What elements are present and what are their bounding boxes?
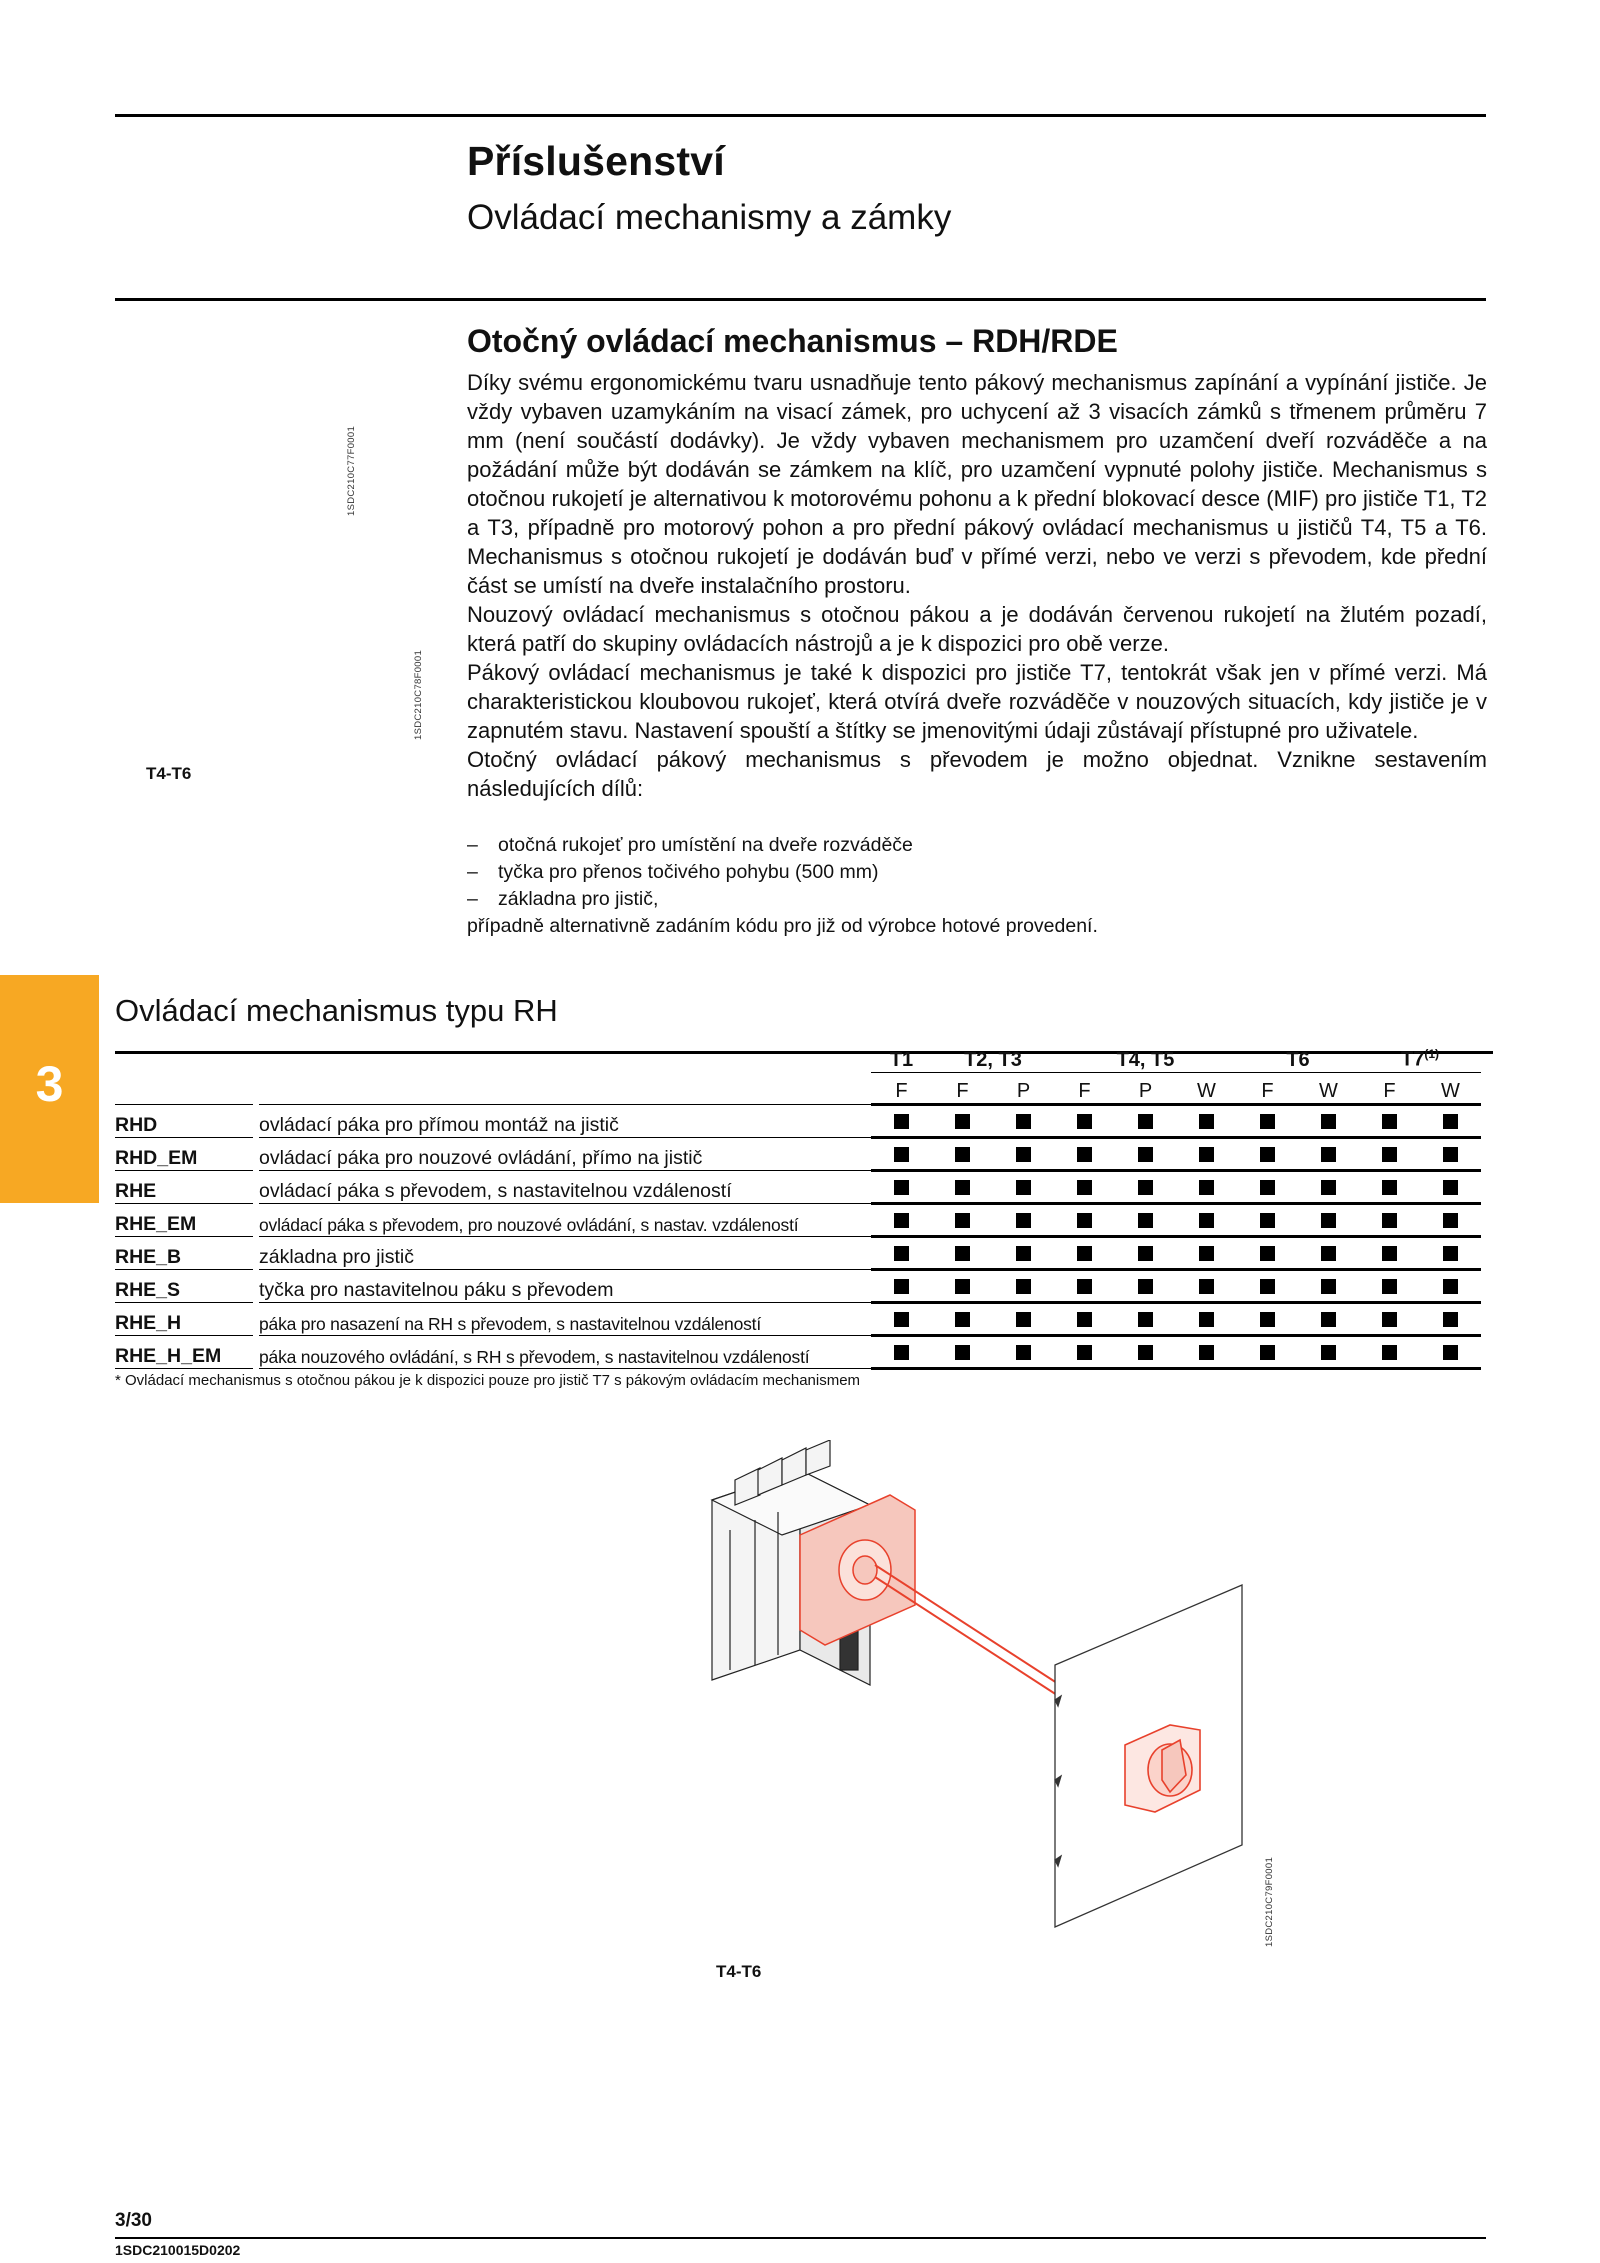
available-square-icon — [1443, 1147, 1458, 1162]
version-header: W — [1420, 1073, 1481, 1105]
availability-cell — [932, 1105, 993, 1138]
version-header: F — [1054, 1073, 1115, 1105]
availability-cell — [1115, 1171, 1176, 1204]
available-square-icon — [1199, 1114, 1214, 1129]
row-description: páka nouzového ovládání, s RH s převodem, s nastavitelnou vzdáleností — [259, 1336, 871, 1369]
available-square-icon — [1382, 1246, 1397, 1261]
section-body — [467, 368, 1487, 803]
available-square-icon — [1199, 1279, 1214, 1294]
available-square-icon — [1321, 1180, 1336, 1195]
row-description: ovládací páka s převodem, pro nouzové ovládání, s nastav. vzdáleností — [259, 1204, 871, 1237]
available-square-icon — [1016, 1114, 1031, 1129]
list-closing: případně alternativně zadáním kódu pro již od výrobce hotové provedení. — [467, 915, 1098, 937]
availability-cell — [1237, 1204, 1298, 1237]
available-square-icon — [1199, 1180, 1214, 1195]
availability-cell — [1298, 1105, 1359, 1138]
row-code: RHE_B — [115, 1237, 253, 1270]
available-square-icon — [1443, 1213, 1458, 1228]
table-row — [115, 1237, 1481, 1270]
table-title: Ovládací mechanismus typu RH — [115, 993, 558, 1028]
available-square-icon — [1199, 1345, 1214, 1360]
table-row — [115, 1105, 1481, 1138]
availability-cell — [1359, 1171, 1420, 1204]
row-description: ovládací páka pro přímou montáž na jistič — [259, 1105, 871, 1138]
availability-cell — [1237, 1138, 1298, 1171]
row-code: RHE_EM — [115, 1204, 253, 1237]
available-square-icon — [1138, 1345, 1153, 1360]
availability-cell — [1420, 1138, 1481, 1171]
availability-cell — [1176, 1105, 1237, 1138]
row-description: základna pro jistič — [259, 1237, 871, 1270]
rh-table — [115, 1042, 1481, 1370]
availability-cell — [932, 1138, 993, 1171]
available-square-icon — [1016, 1312, 1031, 1327]
figure-bottom-label: T4-T6 — [716, 1962, 762, 1981]
available-square-icon — [1016, 1279, 1031, 1294]
available-square-icon — [1260, 1147, 1275, 1162]
row-description: tyčka pro nastavitelnou páku s převodem — [259, 1270, 871, 1303]
availability-cell — [1176, 1336, 1237, 1369]
availability-cell — [871, 1105, 932, 1138]
availability-cell — [1115, 1204, 1176, 1237]
availability-cell — [1054, 1105, 1115, 1138]
chapter-number: 3 — [35, 1056, 64, 1112]
availability-cell — [1359, 1204, 1420, 1237]
availability-cell — [993, 1204, 1054, 1237]
availability-cell — [932, 1303, 993, 1336]
list-item: – základna pro jistič, — [467, 888, 659, 910]
availability-cell — [1115, 1336, 1176, 1369]
row-code: RHE_H — [115, 1303, 253, 1336]
version-header: F — [1359, 1073, 1420, 1105]
row-code: RHD_EM — [115, 1138, 253, 1171]
table-header-versions — [115, 1073, 1481, 1105]
availability-cell — [1176, 1270, 1237, 1303]
availability-cell — [1359, 1138, 1420, 1171]
table-footnote: * Ovládací mechanismus s otočnou pákou je k dispozici pouze pro jistič T7 s pákovým ovládacím mechanismem — [115, 1372, 861, 1389]
available-square-icon — [955, 1213, 970, 1228]
availability-cell — [1054, 1138, 1115, 1171]
available-square-icon — [1321, 1213, 1336, 1228]
group-header: T1 — [871, 1042, 932, 1073]
available-square-icon — [1443, 1279, 1458, 1294]
rotary-handle-illustration — [700, 1440, 1290, 1980]
available-square-icon — [1199, 1213, 1214, 1228]
availability-cell — [1054, 1336, 1115, 1369]
available-square-icon — [894, 1345, 909, 1360]
availability-cell — [1237, 1105, 1298, 1138]
availability-cell — [1420, 1204, 1481, 1237]
available-square-icon — [1016, 1147, 1031, 1162]
available-square-icon — [955, 1246, 970, 1261]
available-square-icon — [1260, 1279, 1275, 1294]
available-square-icon — [1016, 1345, 1031, 1360]
available-square-icon — [955, 1180, 970, 1195]
version-header: W — [1298, 1073, 1359, 1105]
availability-cell — [1176, 1237, 1237, 1270]
availability-cell — [1237, 1336, 1298, 1369]
row-description: ovládací páka s převodem, s nastavitelnou vzdáleností — [259, 1171, 871, 1204]
availability-cell — [993, 1270, 1054, 1303]
available-square-icon — [1016, 1213, 1031, 1228]
available-square-icon — [1138, 1147, 1153, 1162]
availability-cell — [1298, 1204, 1359, 1237]
availability-cell — [932, 1270, 993, 1303]
availability-cell — [1237, 1303, 1298, 1336]
available-square-icon — [1382, 1213, 1397, 1228]
availability-cell — [1298, 1138, 1359, 1171]
availability-cell — [993, 1303, 1054, 1336]
available-square-icon — [1382, 1279, 1397, 1294]
availability-cell — [1359, 1270, 1420, 1303]
availability-cell — [1359, 1237, 1420, 1270]
table-row — [115, 1171, 1481, 1204]
available-square-icon — [955, 1312, 970, 1327]
header-rule-bottom — [115, 298, 1486, 301]
availability-cell — [1420, 1171, 1481, 1204]
table-header-groups — [115, 1042, 1481, 1073]
version-header: F — [932, 1073, 993, 1105]
availability-cell — [1237, 1270, 1298, 1303]
available-square-icon — [1260, 1213, 1275, 1228]
available-square-icon — [1199, 1147, 1214, 1162]
list-item: – tyčka pro přenos točivého pohybu (500 mm) — [467, 861, 879, 883]
availability-cell — [932, 1204, 993, 1237]
parts-list — [467, 832, 1487, 940]
available-square-icon — [1016, 1246, 1031, 1261]
availability-cell — [1420, 1270, 1481, 1303]
availability-cell — [932, 1171, 993, 1204]
row-code: RHE_S — [115, 1270, 253, 1303]
availability-cell — [1298, 1303, 1359, 1336]
availability-cell — [1115, 1270, 1176, 1303]
available-square-icon — [1382, 1180, 1397, 1195]
group-header: T4, T5 — [1054, 1042, 1237, 1073]
availability-cell — [1420, 1237, 1481, 1270]
page-number: 3/30 — [115, 2210, 152, 2231]
available-square-icon — [1138, 1114, 1153, 1129]
availability-cell — [1237, 1171, 1298, 1204]
availability-cell — [1054, 1237, 1115, 1270]
row-code: RHE — [115, 1171, 253, 1204]
availability-cell — [1115, 1138, 1176, 1171]
available-square-icon — [1321, 1345, 1336, 1360]
page-subtitle: Ovládací mechanismy a zámky — [467, 198, 952, 237]
availability-cell — [1420, 1105, 1481, 1138]
header-rule-top — [115, 114, 1486, 117]
availability-cell — [871, 1138, 932, 1171]
available-square-icon — [894, 1180, 909, 1195]
availability-cell — [871, 1270, 932, 1303]
available-square-icon — [1260, 1114, 1275, 1129]
available-square-icon — [1260, 1312, 1275, 1327]
available-square-icon — [1443, 1312, 1458, 1327]
figure-top-code-a: 1SDC210C77F0001 — [346, 425, 357, 516]
group-header: T2, T3 — [932, 1042, 1054, 1073]
available-square-icon — [1077, 1114, 1092, 1129]
availability-cell — [1359, 1105, 1420, 1138]
table-row — [115, 1204, 1481, 1237]
available-square-icon — [1138, 1246, 1153, 1261]
availability-cell — [871, 1336, 932, 1369]
available-square-icon — [1260, 1180, 1275, 1195]
availability-cell — [993, 1336, 1054, 1369]
table-row — [115, 1138, 1481, 1171]
availability-cell — [871, 1237, 932, 1270]
availability-cell — [1359, 1336, 1420, 1369]
available-square-icon — [1382, 1114, 1397, 1129]
availability-cell — [1176, 1171, 1237, 1204]
available-square-icon — [1443, 1246, 1458, 1261]
availability-cell — [1298, 1336, 1359, 1369]
paragraph: Otočný ovládací pákový mechanismus s převodem je možno objednat. Vznikne sestavením následujících dílů: — [467, 747, 1487, 801]
availability-cell — [993, 1138, 1054, 1171]
table-row — [115, 1336, 1481, 1369]
available-square-icon — [1260, 1246, 1275, 1261]
availability-cell — [1420, 1336, 1481, 1369]
paragraph: Pákový ovládací mechanismus je také k dispozici pro jističe T7, tentokrát však jen v přímé verzi. Má charakteristickou kloubovou rukojeť, která otvírá dveře rozváděče v nouzových situacích, kdy jističe je v zapnutém stavu. Nastavení spouští a štítky se jmenovitými údaji zůstávají přístupné pro uživatele. — [467, 660, 1487, 743]
availability-cell — [1115, 1237, 1176, 1270]
available-square-icon — [894, 1114, 909, 1129]
availability-cell — [1054, 1204, 1115, 1237]
footer-rule — [115, 2237, 1486, 2239]
table-row — [115, 1270, 1481, 1303]
available-square-icon — [955, 1114, 970, 1129]
available-square-icon — [894, 1213, 909, 1228]
available-square-icon — [1077, 1345, 1092, 1360]
available-square-icon — [1321, 1279, 1336, 1294]
availability-cell — [1054, 1171, 1115, 1204]
available-square-icon — [1138, 1180, 1153, 1195]
available-square-icon — [894, 1312, 909, 1327]
availability-cell — [1176, 1303, 1237, 1336]
available-square-icon — [1382, 1345, 1397, 1360]
availability-cell — [1298, 1237, 1359, 1270]
availability-cell — [1237, 1237, 1298, 1270]
version-header: F — [1237, 1073, 1298, 1105]
available-square-icon — [894, 1246, 909, 1261]
version-header: W — [1176, 1073, 1237, 1105]
group-header: T6 — [1237, 1042, 1359, 1073]
available-square-icon — [894, 1279, 909, 1294]
available-square-icon — [1138, 1312, 1153, 1327]
availability-cell — [1176, 1138, 1237, 1171]
available-square-icon — [1443, 1345, 1458, 1360]
row-code: RHD — [115, 1105, 253, 1138]
available-square-icon — [1382, 1147, 1397, 1162]
available-square-icon — [1443, 1114, 1458, 1129]
availability-cell — [1298, 1270, 1359, 1303]
availability-cell — [993, 1171, 1054, 1204]
available-square-icon — [1077, 1147, 1092, 1162]
row-description: ovládací páka pro nouzové ovládání, přímo na jistič — [259, 1138, 871, 1171]
figure-bottom-code: 1SDC210C79F0001 — [1264, 1856, 1275, 1947]
available-square-icon — [1138, 1279, 1153, 1294]
available-square-icon — [1077, 1246, 1092, 1261]
available-square-icon — [1321, 1312, 1336, 1327]
available-square-icon — [1321, 1246, 1336, 1261]
group-header: T7$^{(1)}$ — [1359, 1042, 1481, 1073]
availability-cell — [1298, 1171, 1359, 1204]
section-title: Otočný ovládací mechanismus – RDH/RDE — [467, 323, 1118, 359]
availability-cell — [932, 1237, 993, 1270]
version-header: P — [1115, 1073, 1176, 1105]
availability-cell — [993, 1237, 1054, 1270]
version-header: F — [871, 1073, 932, 1105]
availability-cell — [1420, 1303, 1481, 1336]
list-item: – otočná rukojeť pro umístění na dveře rozváděče — [467, 834, 913, 856]
version-header: P — [993, 1073, 1054, 1105]
available-square-icon — [1321, 1114, 1336, 1129]
availability-cell — [871, 1204, 932, 1237]
available-square-icon — [1443, 1180, 1458, 1195]
available-square-icon — [1077, 1213, 1092, 1228]
availability-cell — [871, 1171, 932, 1204]
page-title: Příslušenství — [467, 138, 725, 184]
figure-top-label: T4-T6 — [146, 764, 192, 783]
available-square-icon — [1077, 1312, 1092, 1327]
available-square-icon — [894, 1147, 909, 1162]
available-square-icon — [1199, 1312, 1214, 1327]
row-description: páka pro nasazení na RH s převodem, s nastavitelnou vzdáleností — [259, 1303, 871, 1336]
figure-top-code-b: 1SDC210C78F0001 — [413, 649, 424, 740]
available-square-icon — [1077, 1180, 1092, 1195]
availability-cell — [993, 1105, 1054, 1138]
availability-cell — [1176, 1204, 1237, 1237]
available-square-icon — [1382, 1312, 1397, 1327]
available-square-icon — [1138, 1213, 1153, 1228]
availability-cell — [1359, 1303, 1420, 1336]
available-square-icon — [1016, 1180, 1031, 1195]
row-code: RHE_H_EM — [115, 1336, 253, 1369]
available-square-icon — [955, 1279, 970, 1294]
availability-cell — [1054, 1303, 1115, 1336]
table-row — [115, 1303, 1481, 1336]
availability-cell — [1054, 1270, 1115, 1303]
available-square-icon — [955, 1345, 970, 1360]
availability-cell — [1115, 1303, 1176, 1336]
paragraph: Nouzový ovládací mechanismus s otočnou pákou a je dodáván červenou rukojetí na žlutém pozadí, která patří do skupiny ovládacích nástrojů a je k dispozici pro obě verze. — [467, 602, 1487, 656]
available-square-icon — [955, 1147, 970, 1162]
paragraph: Díky svému ergonomickému tvaru usnadňuje tento pákový mechanismus zapínání a vypínání jističe. Je vždy vybaven uzamykáním na visací zámek, pro uchycení až 3 visacích zámků s třmenem průměru 7 mm (není součástí dodávky). Je vždy vybaven mechanismem pro uzamčení dveří rozváděče a na požádání může být dodáván se zámkem na klíč, pro uzamčení vypnuté polohy jističe. Mechanismus s otočnou rukojetí je alternativou k motorovému pohonu a k přední blokovací desce (MIF) pro jističe T1, T2 a T3, případně pro motorový pohon a pro přední pákový ovládací mechanismus u jističů T4, T5 a T6. Mechanismus s otočnou rukojetí je dodáván buď v přímé verzi, nebo ve verzi s převodem, kde přední část se umístí na dveře instalačního prostoru. — [467, 370, 1487, 598]
availability-cell — [1115, 1105, 1176, 1138]
document-code: 1SDC210015D0202 — [115, 2242, 241, 2258]
available-square-icon — [1077, 1279, 1092, 1294]
available-square-icon — [1321, 1147, 1336, 1162]
availability-cell — [871, 1303, 932, 1336]
available-square-icon — [1260, 1345, 1275, 1360]
availability-cell — [932, 1336, 993, 1369]
available-square-icon — [1199, 1246, 1214, 1261]
